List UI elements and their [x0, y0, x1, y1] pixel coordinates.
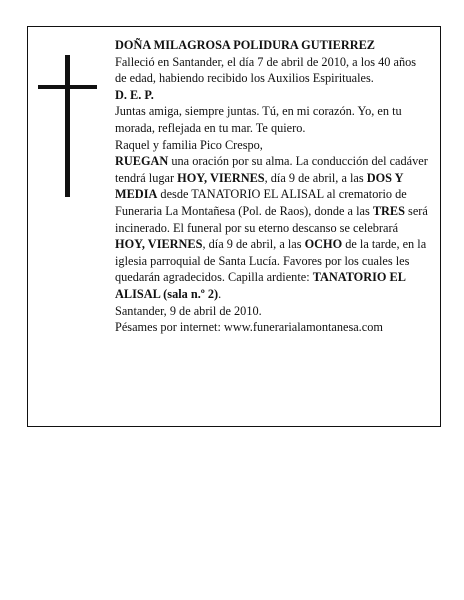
funeral-arrangements: [115, 153, 428, 302]
cross-vertical-bar: [65, 55, 70, 197]
arrangements-text-1: una oración por su alma. La conducción del cadáver tendrá lugar: [115, 154, 428, 185]
tribute-message: Juntas amiga, siempre juntas. Tú, en mi corazón. Yo, en tu morada, reflejada en tu mar. Te quiero.: [115, 104, 402, 135]
time-emphasis-ocho: OCHO: [304, 237, 343, 252]
day-emphasis-1: HOY, VIERNES: [177, 170, 265, 185]
arrangements-text-3: desde TANATORIO EL ALISAL al crematorio de Funeraria La Montañesa (Pol. de Raos), donde a las: [115, 187, 407, 218]
arrangements-text-2: , día 9 de abril, a las: [264, 170, 367, 185]
arrangements-text-4: será incinerado. El funeral por su eterno descanso se celebrará: [115, 203, 428, 235]
dep-line: D. E. P.: [115, 87, 154, 102]
deceased-name: DOÑA MILAGROSA POLIDURA GUTIERREZ: [115, 38, 375, 52]
arrangements-text-5: , día 9 de abril, a las: [202, 237, 305, 252]
ruegan-word: RUEGAN: [115, 154, 169, 169]
arrangements-text-7: .: [218, 286, 222, 301]
family-line: Raquel y familia Pico Crespo,: [115, 137, 263, 152]
time-emphasis-tres: TRES: [372, 203, 405, 218]
death-statement: Falleció en Santander, el día 7 de abril de 2010, a los 40 años de edad, habiendo recibido los Auxilios Espirituales.: [115, 54, 417, 86]
arrangements-text-6: de la tarde, en la iglesia parroquial de Santa Lucía. Favores por los cuales les quedarán agradecidos. Capilla ardiente:: [115, 237, 427, 285]
time-emphasis-dos-y-media: DOS Y MEDIA: [115, 170, 404, 202]
condolences-line: Pésames por internet: www.funerarialamontanesa.com: [115, 320, 383, 335]
notice-body: [115, 37, 428, 336]
day-emphasis-2: HOY, VIERNES: [115, 237, 203, 252]
cross-horizontal-bar: [38, 85, 97, 89]
place-date: Santander, 9 de abril de 2010.: [115, 303, 262, 318]
chapel-location: TANATORIO EL ALISAL (sala n.º 2): [115, 270, 406, 301]
